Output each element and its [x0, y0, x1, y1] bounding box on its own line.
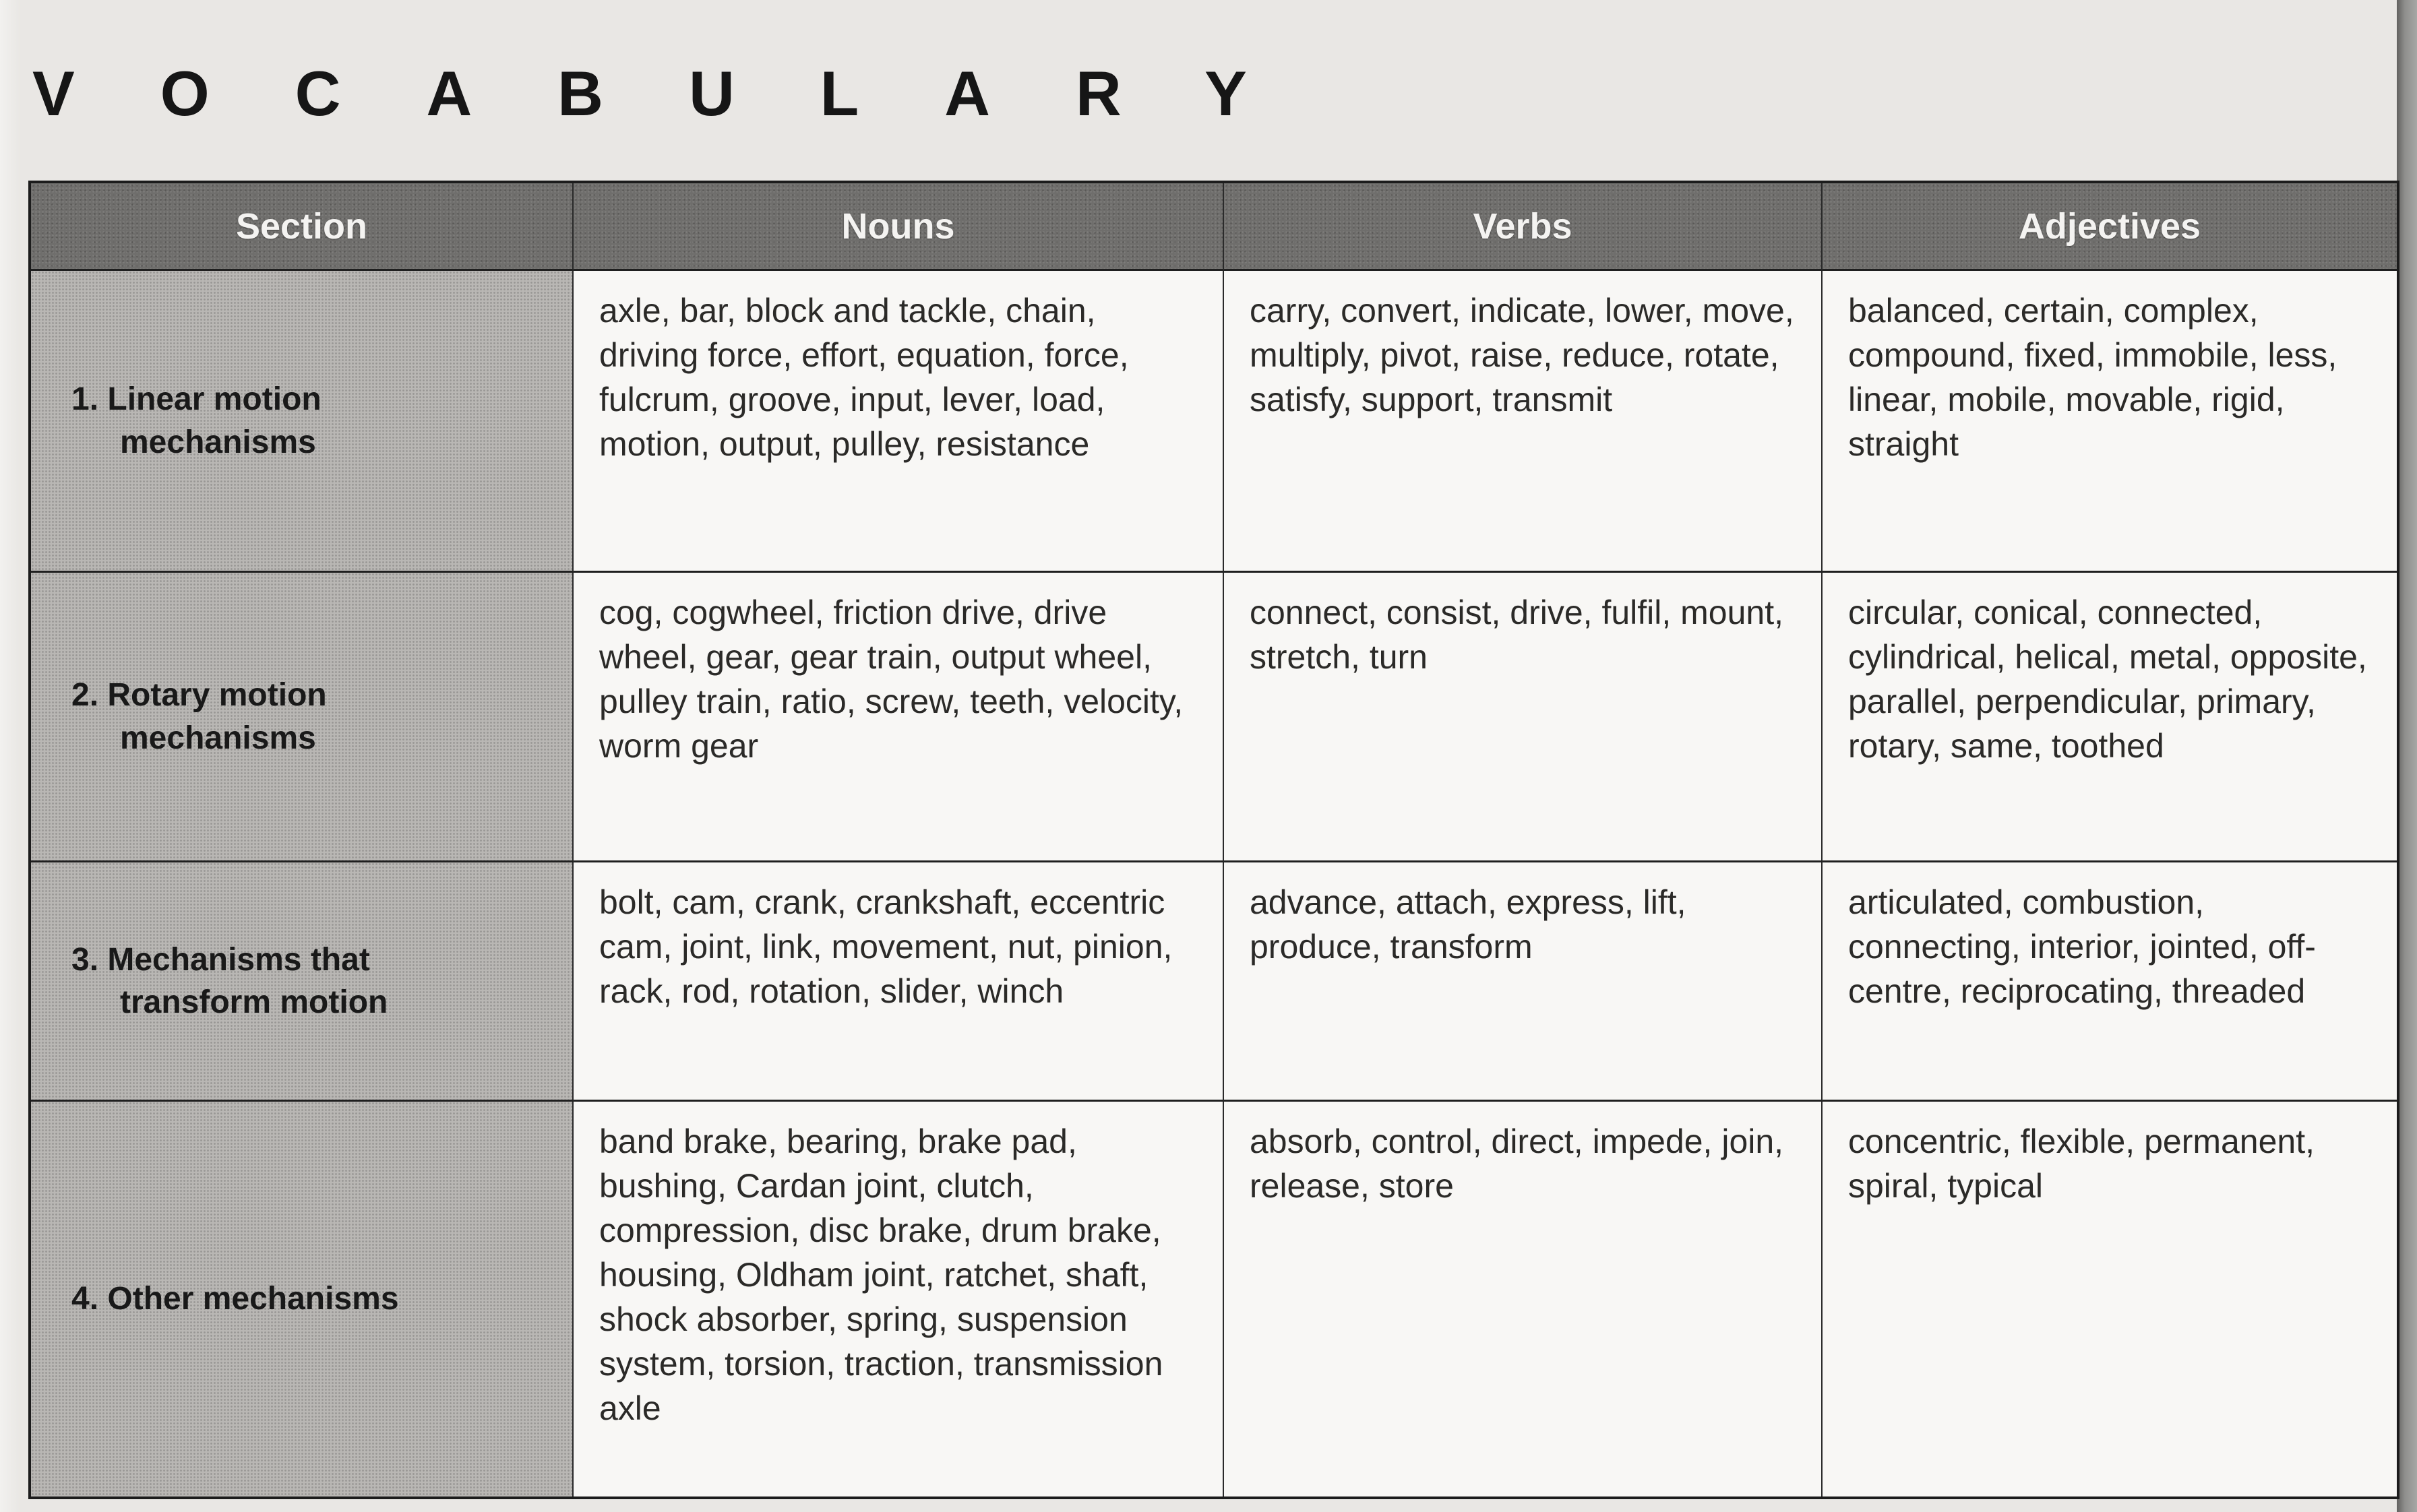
section-label: 1. Linear motion mechanisms: [71, 381, 322, 460]
adjectives-cell-transform-motion: articulated, combustion, connecting, interior, jointed, off-centre, reciprocating, threaded: [1823, 862, 2397, 1102]
column-header-nouns: Nouns: [574, 183, 1224, 271]
section-label: 4. Other mechanisms: [71, 1281, 399, 1317]
verbs-cell-rotary-motion: connect, consist, drive, fulfil, mount, stretch, turn: [1224, 573, 1823, 862]
section-label: 3. Mechanisms that transform motion: [71, 941, 388, 1020]
section-cell-other-mechanisms: [31, 1102, 574, 1497]
adjectives-cell-other-mechanisms: concentric, flexible, permanent, spiral, typical: [1823, 1102, 2397, 1497]
scan-shadow-right-edge: [2397, 0, 2417, 1512]
column-header-section: Section: [31, 183, 574, 271]
verbs-cell-transform-motion: advance, attach, express, lift, produce, transform: [1224, 862, 1823, 1102]
adjectives-cell-rotary-motion: circular, conical, connected, cylindrical, helical, metal, opposite, parallel, perpendicular, primary, rotary, same, toothed: [1823, 573, 2397, 862]
adjectives-cell-linear-motion: balanced, certain, complex, compound, fixed, immobile, less, linear, mobile, movable, rigid, straight: [1823, 271, 2397, 573]
section-cell-rotary-motion: [31, 573, 574, 862]
nouns-cell-other-mechanisms: band brake, bearing, brake pad, bushing, Cardan joint, clutch, compression, disc brake, drum brake, housing, Oldham joint, ratchet, shaft, shock absorber, spring, suspension system, torsion, traction, transmission axle: [574, 1102, 1224, 1497]
vocabulary-table: [28, 181, 2399, 1499]
verbs-cell-linear-motion: carry, convert, indicate, lower, move, multiply, pivot, raise, reduce, rotate, satisfy, support, transmit: [1224, 271, 1823, 573]
nouns-cell-rotary-motion: cog, cogwheel, friction drive, drive wheel, gear, gear train, output wheel, pulley train, ratio, screw, teeth, velocity, worm gear: [574, 573, 1224, 862]
verbs-cell-other-mechanisms: absorb, control, direct, impede, join, release, store: [1224, 1102, 1823, 1497]
section-label: 2. Rotary motion mechanisms: [71, 677, 327, 756]
section-cell-transform-motion: [31, 862, 574, 1102]
column-header-verbs: Verbs: [1224, 183, 1823, 271]
column-header-adjectives: Adjectives: [1823, 183, 2397, 271]
page-title: VOCABULARY: [32, 57, 1333, 129]
section-cell-linear-motion: [31, 271, 574, 573]
nouns-cell-linear-motion: axle, bar, block and tackle, chain, driving force, effort, equation, force, fulcrum, groove, input, lever, load, motion, output, pulley, resistance: [574, 271, 1224, 573]
nouns-cell-transform-motion: bolt, cam, crank, crankshaft, eccentric cam, joint, link, movement, nut, pinion, rack, rod, rotation, slider, winch: [574, 862, 1224, 1102]
page-left-edge: [0, 0, 20, 1512]
